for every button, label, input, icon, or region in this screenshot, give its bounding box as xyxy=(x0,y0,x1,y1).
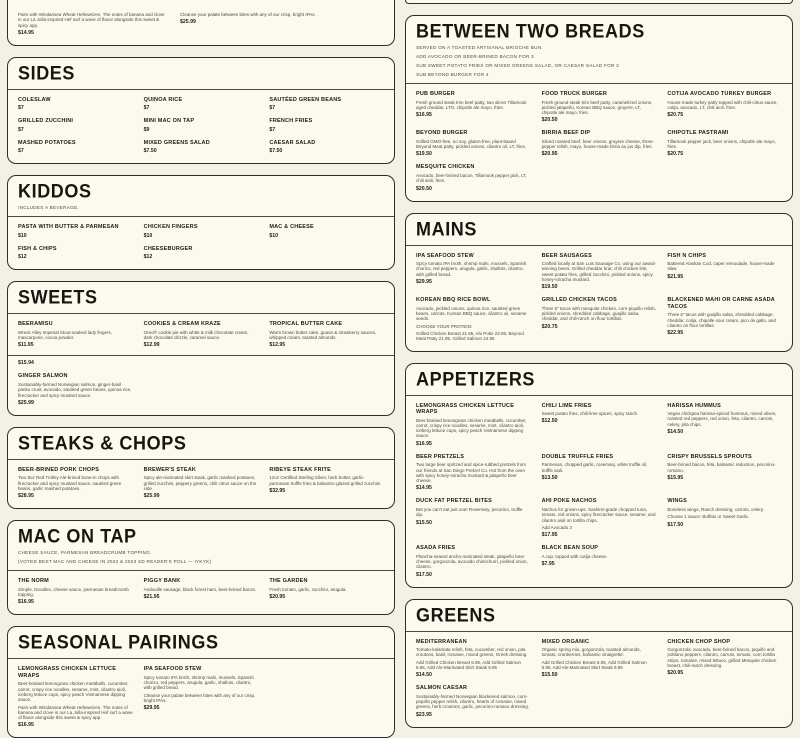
section-subtitle: SUB SWEET POTATO FRIES OR MIXED GREENS SALAD, OR CAESAR SALAD FOR 3 xyxy=(416,63,620,68)
menu-item-description: 12oz Certified Sterling Silver, herb butter, garlic-parmesan truffle fries & balsamic-glazed grilled zucchini. xyxy=(269,475,382,486)
menu-item-name: MIXED GREENS SALAD xyxy=(143,139,210,146)
menu-item-name: GRILLED CHICKEN TACOS xyxy=(541,297,617,304)
menu-items-row xyxy=(18,246,384,261)
menu-items-row xyxy=(18,321,384,348)
section-card-appetizers xyxy=(405,363,793,588)
menu-item-price: $21.95 xyxy=(667,273,684,280)
menu-item-name: IPA SEAFOOD STEW xyxy=(143,666,202,673)
menu-item-beer-brined-pork-chops xyxy=(18,467,133,499)
menu-item-name: CHILI LIME FRIES xyxy=(541,402,592,409)
section-divider xyxy=(8,89,394,90)
menu-item-description: Nachos for grown-ups. Sashimi-grade chopped tuna, tomato, red onions, spicy firecracker sauce, sesame, and cilantro aioli on tortilla chips. xyxy=(541,506,656,523)
menu-item-name: DOUBLE TRUFFLE FRIES xyxy=(541,453,614,460)
menu-item-name: PUB BURGER xyxy=(416,91,455,97)
menu-item-ginger-salmon xyxy=(18,373,133,405)
menu-item-price: $19.50 xyxy=(541,284,558,291)
menu-item-description: House-made turkey patty topped with chili-citrus sauce, cotija, avocado, LT, chili aioli, fries. xyxy=(667,99,778,110)
menu-item-price: $25.99 xyxy=(18,399,34,406)
menu-item-coleslaw xyxy=(18,97,133,112)
menu-item-price: $7 xyxy=(269,105,276,112)
menu-item-name: BEER-BRINED PORK CHOPS xyxy=(18,466,100,473)
menu-item-price: $12 xyxy=(18,254,27,261)
menu-item-description: Add Grilled Chicken Breast 6.95, Add Grilled Salmon 8.95, Add Ale-Marinated Skirt Steak 9.95 xyxy=(416,659,522,670)
menu-item-price: $20.75 xyxy=(667,151,684,158)
menu-item-description: Beer-braised lemongrass chicken meatballs, cucumber, carrot, crispy rice noodles, sesame, mint, cilantro aioli, iceberg lettuce cups, spicy peach Vietnamese dipping sauce. xyxy=(18,681,129,703)
menu-item-description: Gorgonzola, avocado, beer-brined bacon, piquillo and poblano peppers, cilantro, carrots, tomato, corn tortilla strips, romaine, mixed lettuce, grilled Mesquite chicken breast, chili-ranch dressing. xyxy=(667,647,777,668)
section-subtitle: INCLUDES A BEVERAGE. xyxy=(18,205,79,211)
menu-item-description: Three 6" tacos with guajillo salsa, shredded cabbage, cheddar, cotija, chipotle sour cream, pico de gallo, and cilantro on flour tortillas. xyxy=(667,312,776,328)
menu-item-price: $22.95 xyxy=(667,330,684,337)
menu-column-left xyxy=(7,0,395,738)
menu-item-chicken-chop-shop xyxy=(667,639,782,679)
menu-item-korean-bbq-rice-bowl xyxy=(416,297,531,341)
menu-item-price: $29.95 xyxy=(416,278,432,285)
menu-item-pub-burger xyxy=(416,91,531,123)
menu-item-price: $7 xyxy=(18,105,24,112)
menu-item-blackened-mahi-or-carne-asada-tacos xyxy=(667,297,782,341)
menu-item-duck-fat-pretzel-bites xyxy=(416,498,531,538)
menu-item-fish-chips xyxy=(18,246,133,261)
menu-item-description: Bet you can't eat just one! Rosemary, pecorino, truffle dip. xyxy=(416,506,523,518)
menu-item-price: $15.50 xyxy=(541,672,558,679)
menu-item-name: COTIJA AVOCADO TURKEY BURGER xyxy=(667,91,772,97)
menu-item-price: $21.95 xyxy=(143,594,160,601)
menu-item-food-truck-burger xyxy=(542,91,657,123)
menu-item-name: SAUTÉED GREEN BEANS xyxy=(269,96,342,103)
menu-item-mac-cheese xyxy=(269,224,384,239)
menu-item-name: THE GARDEN xyxy=(269,578,308,585)
menu-item-price: $16.95 xyxy=(18,599,34,606)
menu-item-mashed-potatoes xyxy=(18,140,133,155)
section-subtitle: SERVED ON A TOASTED ARTISANAL BRIOCHE BUN. xyxy=(416,45,543,50)
menu-item-description: Crafted locally at San Luis Sausage Co. using our award-winning beers. Grilled cheddar brat, chili chicken link, sweet potato fries, grilled zucchini, pickled onions, spicy honey-sriracha mustard. xyxy=(541,261,656,282)
section-divider xyxy=(8,216,394,217)
menu-item-description: Spicy ale-marinated skirt steak, garlic mashed potatoes, grilled zucchini, peppery greens, chili citrus sauce on the side. xyxy=(143,475,257,491)
menu-item-price: $20.95 xyxy=(269,594,286,601)
menu-item-harissa-hummus xyxy=(667,403,782,447)
menu-item-price: $28.95 xyxy=(18,493,34,500)
section-card-kiddos xyxy=(7,175,395,270)
menu-item-name: AHI POKE NACHOS xyxy=(541,498,597,505)
menu-items-row xyxy=(18,373,384,405)
menu-item-mediterranean xyxy=(416,639,531,679)
section-divider xyxy=(406,631,792,632)
menu-item-description: Pairs with Windansea Wheat Hefeweizen. The notes of banana and clove in our La Jolla-inspired Hef surf a wave of flavor alongside this sweet & spicy app. xyxy=(18,704,133,721)
menu-item-salmon-caesar xyxy=(416,685,531,717)
menu-item-brewer-s-steak xyxy=(144,467,259,499)
menu-item-price: $17.95 xyxy=(541,532,558,539)
section-divider xyxy=(8,459,394,460)
menu-item-quinoa-rice xyxy=(144,97,259,112)
menu-item-name: MINI MAC ON TAP xyxy=(143,118,195,125)
menu-item-price: $14.95 xyxy=(18,29,34,36)
section-divider xyxy=(406,245,792,246)
menu-item-description: A cup, topped with cotija cheese. xyxy=(541,553,608,559)
menu-item-price: $7 xyxy=(18,148,24,155)
menu-items-row xyxy=(18,224,384,239)
menu-item-description: Battered Alaskan Cod, caper remoulade, house-made slaw. xyxy=(667,261,775,272)
menu-item-lemongrass-chicken-lettuce-wraps xyxy=(18,666,133,728)
menu-item-name: RIBEYE STEAK FRITE xyxy=(269,466,331,473)
menu-item-price: $29.95 xyxy=(143,705,160,712)
menu-item-name: BLACKENED MAHI OR CARNE ASADA TACOS xyxy=(667,297,775,310)
section-card-mains xyxy=(405,213,793,352)
menu-item-description: Fresh tomato, garlic, zucchini, arugula. xyxy=(269,586,347,592)
section-divider xyxy=(8,658,394,659)
menu-item-name: GRILLED ZUCCHINI xyxy=(18,118,74,125)
menu-item-description: Simple. Noodles, cheese sauce, parmesan breadcrumb topping. xyxy=(18,586,129,598)
menu-item-name: CHICKEN FINGERS xyxy=(143,224,198,231)
menu-item-name: PIGGY BANK xyxy=(143,578,181,585)
menu-item-description: Avocado, pickled onions, quinoa rice, sautéed green beans, carrots, Korean BBQ sauce, cilantro oil, sesame seeds. xyxy=(416,305,527,322)
menu-item-price: $20.95 xyxy=(541,151,558,158)
menu-item-price: $7 xyxy=(143,105,150,112)
menu-item-name: CHICKEN CHOP SHOP xyxy=(667,638,731,645)
menu-item-description: Two 8oz Red Trolley Ale-brined bone-in chops with firecracker and spicy mustard sauce, sautéed green beans, garlic mashed potatoes. xyxy=(18,475,122,491)
menu-items-row xyxy=(416,403,782,447)
menu-item-description: Cleanse your palate between bites with any of our crisp, bright IPAs. xyxy=(143,692,256,704)
menu-item-description: Fresh ground steak trim beef patty, two slices Tillamook aged cheddar, LTO, chipotle ale mayo, fries. xyxy=(416,99,527,110)
menu-item-price: $16.95 xyxy=(416,440,432,447)
menu-item-name: COOKIES & CREAM KRAZE xyxy=(143,321,221,328)
menu-item-caesar-salad xyxy=(269,140,384,155)
menu-item-name: TROPICAL BUTTER CAKE xyxy=(269,321,343,328)
menu-item-price: $20.50 xyxy=(541,117,558,124)
menu-item-name: THE NORM xyxy=(18,578,49,585)
menu-item-name: KOREAN BBQ RICE BOWL xyxy=(416,297,491,304)
menu-item-description: Tillamook pepper jack, beer onions, chipotle ale mayo, fries. xyxy=(667,138,776,150)
menu-items-row xyxy=(416,253,782,291)
menu-item-name: BREWER'S STEAK xyxy=(143,466,197,473)
menu-item-name: BEYOND BURGER xyxy=(416,130,468,137)
menu-item-description: Boneless wings, Ranch dressing, carrots, celery. xyxy=(667,506,765,512)
menu-item-price: $12 xyxy=(143,254,153,261)
menu-item-description: Pairs with Windansea Wheat Hefeweizen. The notes of banana and clove in our La Jolla-inspired Hef surf a wave of flavor alongside this sweet & spicy app. xyxy=(18,12,165,28)
menu-item-price: $7 xyxy=(269,126,276,133)
section-card-greens xyxy=(405,599,793,728)
section-title-sides: SIDES xyxy=(18,62,76,84)
stray-price: $15.94 xyxy=(18,360,34,367)
section-card-seasonal-pairings xyxy=(7,626,395,738)
menu-items-row xyxy=(416,164,782,191)
menu-item-name: FOOD TRUCK BURGER xyxy=(541,91,608,97)
menu-item-description: Three 6" tacos with mesquite chicken, corn-piquillo relish, pickled onions, shredded cabbage, guajillo salsa, cheddar, and chili-ranch on flour tortillas. xyxy=(541,305,657,322)
menu-item-price: $20.50 xyxy=(416,185,432,192)
menu-item-price: $10 xyxy=(143,232,153,239)
menu-item-name: MEDITERRANEAN xyxy=(416,638,467,645)
section-title-between-two-breads: BETWEEN TWO BREADS xyxy=(416,20,645,42)
menu-item-price: $7.50 xyxy=(269,148,283,155)
section-divider xyxy=(8,355,394,356)
menu-item-description: Sustainably-farmed Norwegian blackened salmon, corn-piquillo pepper relish, cilantro, hearts of romaine, mixed greens, herb croutons, garlic, pecorino-romano dressing. xyxy=(416,693,530,710)
menu-item-price: $14.95 xyxy=(416,485,432,492)
menu-items-row xyxy=(18,97,384,112)
section-title-mains: MAINS xyxy=(416,217,477,240)
menu-item-wings xyxy=(667,498,782,538)
menu-item-description: Beer-brined bacon, feta, balsamic reduction, pecorino-romano. xyxy=(667,462,776,473)
menu-item-name: BEERAMISU xyxy=(18,321,53,328)
section-subtitle: (VOTED BEST MAC AND CHEESE IN 2022 & 2023 SD READER'S POLL — IYKYK) xyxy=(18,559,212,565)
menu-item-name: MESQUITE CHICKEN xyxy=(416,164,475,171)
menu-item-description: Avocado, beer-brined bacon, Tillamook pepper jack, LT, chili aioli, fries. xyxy=(416,172,527,184)
section-subtitle: SUB BEYOND BURGER FOR 4 xyxy=(416,72,489,77)
menu-item-name: CRISPY BRUSSELS SPROUTS xyxy=(667,453,752,460)
menu-item-name: FISH N CHIPS xyxy=(667,252,707,259)
menu-item-price: $20.75 xyxy=(541,323,558,330)
menu-item-description: Spicy tomato IPA broth, shrimp mahi, mussels, Spanish chorizo, red peppers, arugula, garlic, shallots, cilantro, with grilled bread. xyxy=(143,674,254,691)
menu-item-description: Andouille sausage, black forest ham, beer-brined bacon. xyxy=(143,586,257,592)
menu-item-price: $12.50 xyxy=(541,418,558,425)
menu-items-row xyxy=(416,498,782,538)
section-title-mac-on-tap: MAC ON TAP xyxy=(18,525,137,548)
menu-item-description: Oreo® cookie pie with white & milk chocolate cream, dark chocolate drizzle, caramel sauce. xyxy=(143,329,249,341)
menu-item-price: $17.50 xyxy=(416,571,432,578)
menu-item-price: $23.95 xyxy=(416,711,432,718)
menu-item-tropical-butter-cake xyxy=(269,321,384,348)
menu-item-name: QUINOA RICE xyxy=(143,96,183,103)
menu-item-price: $20.75 xyxy=(667,112,684,119)
menu-item-description: Fresh ground steak trim beef patty, caramelized onions, pickled jalapeño, Korean BBQ sauce, gruyere, LT, chipotle ale mayo, fries. xyxy=(541,99,653,116)
menu-item-description: Two large beer spritzed and spice-rubbed pretzels from our friends at San Diego Pretzel Co. Hot from the oven with spicy honey-sriracha mustard & jalapeño beer cheese. xyxy=(416,462,527,484)
menu-item-description: Warm brown butter cake, guava & strawberry sauces, whipped cream, toasted almonds. xyxy=(269,329,377,341)
menu-item-price: $20.95 xyxy=(667,670,684,677)
menu-item-price: $7.95 xyxy=(541,560,555,567)
menu-item-mesquite-chicken xyxy=(416,164,531,191)
menu-item-description: Tomato-kalamata relish, feta, cucumber, red onion, pita croutons, basil, romaine, mixed greens, Greek dressing. xyxy=(416,647,528,658)
menu-item-name: HARISSA HUMMUS xyxy=(667,402,721,409)
section-subtitle: ADD AVOCADO OR BEER-BRINED BACON FOR 3 xyxy=(416,54,535,59)
menu-item-name: ASADA FRIES xyxy=(416,545,456,552)
section-divider xyxy=(406,395,792,396)
menu-item-name: GINGER SALMON xyxy=(18,373,68,380)
menu-item-item xyxy=(18,10,166,36)
menu-item-name: DUCK FAT PRETZEL BITES xyxy=(416,498,493,505)
menu-item-double-truffle-fries xyxy=(542,454,657,492)
menu-item-chipotle-pastrami xyxy=(667,130,782,157)
menu-item-birria-beef-dip xyxy=(542,130,657,157)
menu-item-description: Add Avocado 3 xyxy=(541,524,572,530)
menu-item-lemongrass-chicken-lettuce-wraps xyxy=(416,403,531,447)
menu-item-french-fries xyxy=(269,118,384,133)
menu-item-ribeye-steak-frite xyxy=(269,467,384,499)
menu-items-row xyxy=(18,467,384,499)
menu-item-description: Grilled Chicken Breast 21.95, Ahi Poke 22.95, Beyond Meat Patty 21.95, Grilled Salmon 24.95 xyxy=(416,330,524,342)
menu-item-cotija-avocado-turkey-burger xyxy=(667,91,782,123)
menu-item-name: LEMONGRASS CHICKEN LETTUCE WRAPS xyxy=(18,666,117,679)
menu-item-chicken-fingers xyxy=(144,224,259,239)
section-divider xyxy=(8,570,394,571)
menu-item-description: Cleanse your palate between bites with any of our crisp, bright IPAs. xyxy=(180,12,316,17)
menu-item-name: IPA SEAFOOD STEW xyxy=(416,252,474,259)
section-title-greens: GREENS xyxy=(416,603,496,626)
menu-item-description: Choose 1 sauce: Buffalo or Sweet Garlic. xyxy=(667,514,750,520)
menu-item-price: $14.50 xyxy=(667,428,684,435)
menu-item-price: $15.95 xyxy=(667,474,684,481)
menu-item-price: $12.95 xyxy=(269,342,286,349)
menu-item-description: Add Grilled Chicken Breast 6.95, Add Grilled Salmon 8.95, Add Ale-Marinated Skirt Steak 9.95 xyxy=(541,659,647,670)
menu-item-ipa-seafood-stew xyxy=(416,253,531,291)
section-subtitle: CHEESE SAUCE, PARMESAN BREADCRUMB TOPPING. xyxy=(18,550,152,556)
menu-item-price: $17.50 xyxy=(667,521,684,528)
section-card-between-two-breads xyxy=(405,15,793,202)
menu-item-name: MIXED ORGANIC xyxy=(541,638,590,645)
menu-items-row xyxy=(416,297,782,341)
menu-item-beeramisu xyxy=(18,321,133,348)
menu-item-pasta-with-butter-parmesan xyxy=(18,224,133,239)
menu-item-mixed-greens-salad xyxy=(144,140,259,155)
menu-item-name: PASTA WITH BUTTER & PARMESAN xyxy=(18,224,119,231)
menu-item-description: Grilled GMO-free, no soy, gluten-free, plant-based Beyond Meat patty, pickled onions, cilantro oil, LT, fries. xyxy=(416,138,527,150)
section-title-seasonal-pairings: SEASONAL PAIRINGS xyxy=(18,631,219,654)
menu-item-description: Parmesan, chopped garlic, rosemary, white truffle oil, truffle aioli. xyxy=(541,462,648,473)
menu-item-price: $25.99 xyxy=(143,493,160,500)
menu-item-ipa-seafood-stew xyxy=(144,666,259,728)
menu-item-name: MAC & CHEESE xyxy=(269,224,314,231)
menu-item-black-bean-soup xyxy=(542,545,657,577)
menu-item-name: CHEESEBURGER xyxy=(143,245,193,252)
section-card-steaks-chops xyxy=(7,427,395,509)
menu-items-row xyxy=(18,140,384,155)
menu-items-row xyxy=(416,454,782,492)
menu-items-row xyxy=(416,639,782,679)
menu-item-price: $14.50 xyxy=(416,672,432,679)
menu-item-the-norm xyxy=(18,578,133,605)
menu-item-name: LEMONGRASS CHICKEN LETTUCE WRAPS xyxy=(416,402,515,416)
menu-items-row xyxy=(416,91,782,123)
menu-items-row xyxy=(416,545,782,577)
menu-item-beer-pretzels xyxy=(416,454,531,492)
section-card-pairings-top-partial xyxy=(7,0,395,46)
section-title-appetizers: APPETIZERS xyxy=(416,367,536,390)
menu-items-row xyxy=(18,578,384,605)
menu-item-price: $16.95 xyxy=(416,112,432,119)
section-title-sweets: SWEETS xyxy=(18,286,98,309)
menu-item-price: $25.99 xyxy=(180,19,196,26)
menu-item-mixed-organic xyxy=(542,639,657,679)
menu-item-ahi-poke-nachos xyxy=(542,498,657,538)
menu-item-name: CHIPOTLE PASTRAMI xyxy=(667,130,729,137)
menu-item-chili-lime-fries xyxy=(542,403,657,447)
section-card-card-bottom-sliver xyxy=(405,0,793,4)
menu-item-price: $10 xyxy=(18,232,27,239)
menu-item-crispy-brussels-sprouts xyxy=(667,454,782,492)
section-divider xyxy=(406,83,792,84)
menu-item-price: $11.95 xyxy=(18,342,34,349)
menu-items-row xyxy=(416,685,782,717)
menu-items-row xyxy=(416,130,782,157)
menu-item-price: $15.50 xyxy=(416,519,432,526)
menu-item-price: $7 xyxy=(18,126,24,133)
menu-item-name: BLACK BEAN SOUP xyxy=(541,545,599,552)
section-title-steaks-chops: STEAKS & CHOPS xyxy=(18,432,187,454)
menu-item-price: $7.50 xyxy=(143,148,157,155)
menu-item-the-garden xyxy=(269,578,384,605)
menu-item-price: $12.99 xyxy=(143,342,160,349)
section-card-sides xyxy=(7,57,395,165)
menu-item-name: SALMON CAESAR xyxy=(416,685,468,692)
menu-item-fish-n-chips xyxy=(667,253,782,291)
menu-items-row xyxy=(18,666,384,728)
section-card-mac-on-tap xyxy=(7,520,395,615)
menu-item-name: CAESAR SALAD xyxy=(269,139,316,146)
menu-items-row xyxy=(18,118,384,133)
menu-item-description: CHOOSE YOUR PROTEIN: xyxy=(416,323,473,329)
menu-item-description: Spicy tomato IPA broth, shrimp mahi, mussels, Spanish chorizo, red peppers, arugula, garlic, shallots, cilantro, with grilled bread. xyxy=(416,261,527,277)
menu-item-mini-mac-on-tap xyxy=(144,118,259,133)
menu-item-name: COLESLAW xyxy=(18,96,51,103)
menu-item-description: Wreck Alley Imperial Stout-soaked lady fingers, mascarpone, cocoa powder. xyxy=(18,329,112,341)
menu-item-name: FISH & CHIPS xyxy=(18,245,57,252)
menu-item-name: BEER SAUSAGES xyxy=(541,252,592,259)
menu-item-name: BEER PRETZELS xyxy=(416,453,465,460)
menu-item-item xyxy=(180,10,384,36)
menu-item-price: $13.50 xyxy=(541,474,558,481)
menu-items-row xyxy=(18,10,384,36)
menu-item-piggy-bank xyxy=(144,578,259,605)
menu-item-saut-ed-green-beans xyxy=(269,97,384,112)
menu-item-cookies-cream-kraze xyxy=(144,321,259,348)
menu-item-cheeseburger xyxy=(144,246,259,261)
menu-item-asada-fries xyxy=(416,545,531,577)
menu-item-price: $19.50 xyxy=(416,151,432,158)
menu-item-price: $10 xyxy=(269,232,278,239)
menu-item-beer-sausages xyxy=(542,253,657,291)
menu-item-name: BIRRIA BEEF DIP xyxy=(541,130,591,137)
section-card-sweets xyxy=(7,281,395,415)
menu-item-price: $32.95 xyxy=(269,487,286,494)
section-divider xyxy=(8,313,394,314)
menu-item-name: FRENCH FRIES xyxy=(269,118,313,125)
menu-item-description: Sliced roasted beef, beer onions, gruyere cheese, three-pepper relish, mayo, house-made birria au jus dip, fries. xyxy=(541,138,654,150)
menu-item-description: Vegan chickpea harissa-spiced hummus, mixed olives, roasted red peppers, red onion, feta, cilantro, carrots, celery, pita chips. xyxy=(667,411,777,427)
menu-item-description: Beer-braised lemongrass chicken meatballs, cucumber, carrot, crispy rice noodles, sesame, mint, cilantro aioli, iceberg lettuce cups, spicy peach Vietnamese dipping sauce. xyxy=(416,417,527,439)
menu-item-description: Sweet potato fries, chili-lime spices, spicy ranch. xyxy=(541,411,639,417)
menu-item-price: $16.95 xyxy=(18,722,34,729)
menu-item-beyond-burger xyxy=(416,130,531,157)
menu-item-name: WINGS xyxy=(667,498,687,505)
menu-item-name: MASHED POTATOES xyxy=(18,139,76,146)
section-title-kiddos: KIDDOS xyxy=(18,180,92,203)
menu-item-description: Organic spring mix, gorgonzola, toasted almonds, tomato, cranberries, balsamic vinaigrette. xyxy=(541,647,641,658)
menu-item-grilled-chicken-tacos xyxy=(542,297,657,341)
menu-item-grilled-zucchini xyxy=(18,118,133,133)
menu-item-description: Plancha-seared ancho-marinated steak, jalapeño beer cheese, gorgonzola, avocado chimichurri, pickled onion, cilantro. xyxy=(416,553,528,570)
menu-item-price: $9 xyxy=(143,126,150,133)
menu-item-description: Sustainably-farmed Norwegian salmon, ginger-basil panko crust, avocado, sautéed green beans, quinoa rice, firecracker and spicy mustard sauce. xyxy=(18,381,132,398)
menu-column-right xyxy=(405,0,793,738)
